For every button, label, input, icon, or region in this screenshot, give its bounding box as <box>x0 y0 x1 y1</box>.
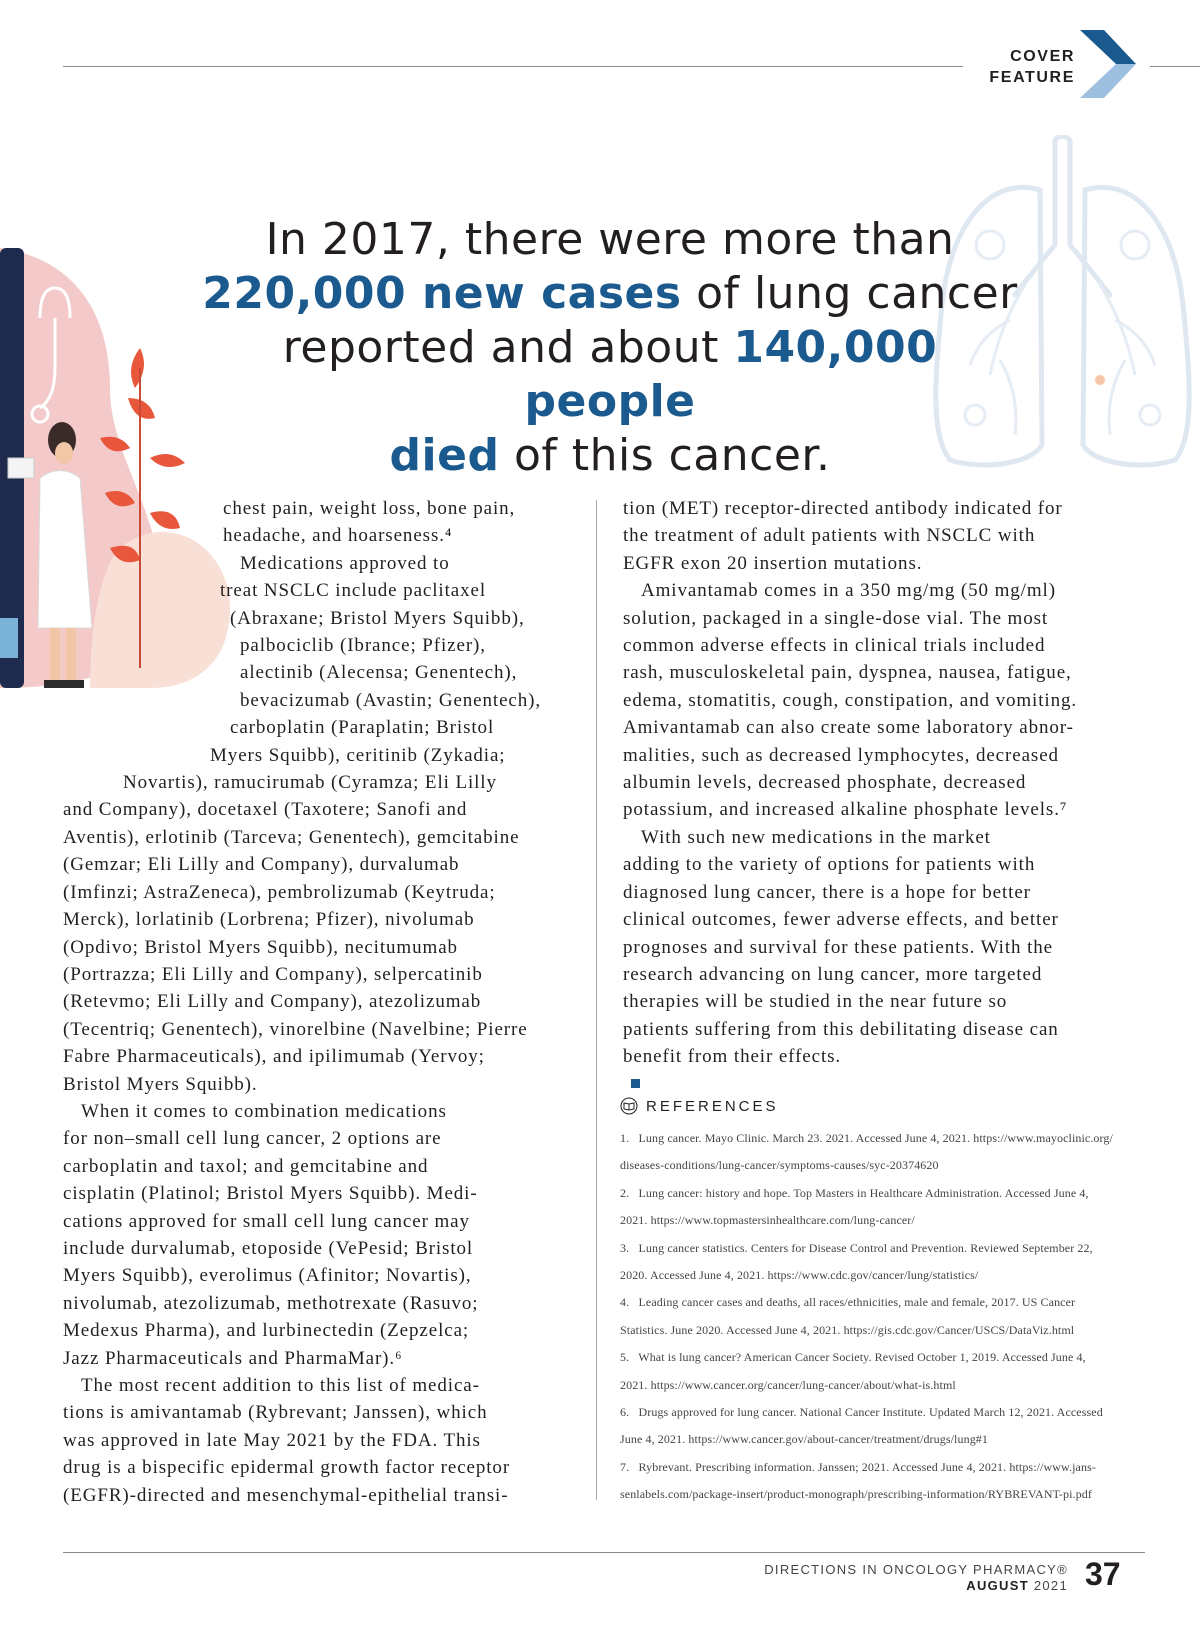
section-label <box>975 46 1075 88</box>
text-line: was approved in late May 2021 by the FDA. This <box>63 1429 481 1451</box>
footer-publication <box>700 1562 1068 1594</box>
text-line: common adverse effects in clinical trials included <box>623 635 1046 657</box>
text-line: palbociclib (Ibrance; Pfizer), <box>240 635 486 657</box>
body-column-right <box>623 495 1143 1098</box>
text-line: solution, packaged in a single-dose vial. The most <box>623 607 1049 629</box>
text-line: Bristol Myers Squibb). <box>63 1073 258 1095</box>
header-rule-left <box>63 66 963 67</box>
publication-name: DIRECTIONS IN ONCOLOGY PHARMACY® <box>764 1562 1068 1577</box>
references-heading <box>620 1097 779 1115</box>
reference-line: diseases-conditions/lung-cancer/symptoms-causes/syc-20374620 <box>620 1158 939 1173</box>
text-line: patients suffering from this debilitating disease can <box>623 1018 1059 1040</box>
text-line: tion (MET) receptor-directed antibody indicated for <box>623 498 1063 519</box>
text-line: Medexus Pharma), and lurbinectedin (Zepzelca; <box>63 1320 470 1342</box>
text-line: (Portrazza; Eli Lilly and Company), selpercatinib <box>63 963 483 985</box>
reference-line: 6. Drugs approved for lung cancer. National Cancer Institute. Updated March 12, 2021. Accessed <box>620 1405 1103 1420</box>
text-line: cisplatin (Platinol; Bristol Myers Squibb). Medi- <box>63 1183 478 1205</box>
end-of-article-icon <box>631 1079 640 1088</box>
text-line: Amivantamab comes in a 350 mg/mg (50 mg/ml) <box>641 580 1056 602</box>
reference-line: senlabels.com/package-insert/product-monograph/prescribing-information/RYBREVANT-pi.pdf <box>620 1487 1092 1502</box>
text-line: benefit from their effects. <box>623 1046 842 1068</box>
text-line: EGFR exon 20 insertion mutations. <box>623 552 923 574</box>
pull-quote-line1: In 2017, there were more than <box>265 214 955 265</box>
text-line: Merck), lorlatinib (Lorbrena; Pfizer), nivolumab <box>63 909 475 931</box>
text-line: (Imfinzi; AstraZeneca), pembrolizumab (Keytruda; <box>63 881 496 903</box>
section-label-line2: FEATURE <box>989 69 1075 86</box>
reference-line: 7. Rybrevant. Prescribing information. Janssen; 2021. Accessed June 4, 2021. https://www.jans- <box>620 1459 1096 1474</box>
text-line: rash, musculoskeletal pain, dyspnea, nausea, fatigue, <box>623 662 1072 684</box>
text-line: prognoses and survival for these patients. With the <box>623 936 1053 958</box>
text-line: Fabre Pharmaceuticals), and ipilimumab (Yervoy; <box>63 1046 485 1068</box>
text-line: diagnosed lung cancer, there is a hope for better <box>623 881 1031 903</box>
text-line: headache, and hoarseness.⁴ <box>223 525 453 547</box>
text-line: (EGFR)-directed and mesenchymal-epithelial transi- <box>63 1484 509 1506</box>
book-icon <box>620 1097 638 1115</box>
reference-item <box>620 1235 1140 1290</box>
text-line: carboplatin (Paraplatin; Bristol <box>230 717 495 739</box>
text-line: potassium, and increased alkaline phosphate levels.⁷ <box>623 799 1068 821</box>
text-line: malities, such as decreased lymphocytes, decreased <box>623 744 1059 766</box>
text-line: Jazz Pharmaceuticals and PharmaMar).⁶ <box>63 1347 403 1369</box>
references-heading-text: REFERENCES <box>646 1098 779 1115</box>
text-line: (Gemzar; Eli Lilly and Company), durvalumab <box>63 854 460 876</box>
text-line: Novartis), ramucirumab (Cyramza; Eli Lilly <box>123 772 497 794</box>
reference-item <box>620 1180 1140 1235</box>
text-line: include durvalumab, etoposide (VePesid; Bristol <box>63 1237 474 1259</box>
text-line: (Opdivo; Bristol Myers Squibb), necitumumab <box>63 936 458 958</box>
publication-date: AUGUST 2021 <box>966 1578 1068 1593</box>
reference-line: 4. Leading cancer cases and deaths, all races/ethnicities, male and female, 2017. US Cancer <box>620 1295 1076 1310</box>
reference-item <box>620 1344 1140 1399</box>
text-line: (Retevmo; Eli Lilly and Company), atezolizumab <box>63 991 482 1013</box>
reference-item <box>620 1125 1140 1180</box>
reference-line: June 4, 2021. https://www.cancer.gov/about-cancer/treatment/drugs/lung#1 <box>620 1432 988 1447</box>
text-line: cations approved for small cell lung cancer may <box>63 1210 470 1232</box>
reference-line: 2. Lung cancer: history and hope. Top Masters in Healthcare Administration. Accessed June 4, <box>620 1185 1089 1200</box>
text-line: tions is amivantamab (Rybrevant; Janssen), which <box>63 1402 488 1424</box>
text-line: for non–small cell lung cancer, 2 options are <box>63 1128 442 1150</box>
text-line: When it comes to combination medications <box>81 1100 447 1122</box>
text-line: therapies will be studied in the near future so <box>623 991 1008 1013</box>
text-line: treat NSCLC include paclitaxel <box>220 580 487 602</box>
reference-line: 1. Lung cancer. Mayo Clinic. March 23. 2021. Accessed June 4, 2021. https://www.mayoclinic.org/ <box>620 1131 1113 1145</box>
text-line: Medications approved to <box>240 552 450 574</box>
text-line: carboplatin and taxol; and gemcitabine and <box>63 1155 429 1177</box>
text-line: the treatment of adult patients with NSCLC with <box>623 525 1036 547</box>
text-line: (Abraxane; Bristol Myers Squibb), <box>230 607 525 629</box>
text-line: edema, stomatitis, cough, constipation, and vomiting. <box>623 689 1078 711</box>
section-label-line1: COVER <box>1010 48 1075 65</box>
text-line: drug is a bispecific epidermal growth factor receptor <box>63 1457 511 1479</box>
text-line: Aventis), erlotinib (Tarceva; Genentech), gemcitabine <box>63 826 520 848</box>
reference-line: 2021. https://www.cancer.org/cancer/lung-cancer/about/what-is.html <box>620 1377 956 1392</box>
pull-quote-line2: 220,000 new cases of lung cancer <box>202 268 1018 319</box>
reference-line: 3. Lung cancer statistics. Centers for Disease Control and Prevention. Reviewed September 22, <box>620 1240 1093 1255</box>
header-rule-right <box>1150 66 1200 67</box>
pull-quote <box>200 213 1020 483</box>
pull-quote-line4: died of this cancer. <box>389 430 831 481</box>
column-divider <box>596 500 597 1500</box>
text-line: albumin levels, decreased phosphate, decreased <box>623 772 1027 794</box>
text-line: bevacizumab (Avastin; Genentech), <box>240 689 542 711</box>
chevron-icon <box>1080 30 1142 100</box>
text-line: nivolumab, atezolizumab, methotrexate (Rasuvo; <box>63 1292 479 1314</box>
text-line: adding to the variety of options for patients with <box>623 854 1036 876</box>
reference-line: Statistics. June 2020. Accessed June 4, 2021. https://gis.cdc.gov/Cancer/USCS/DataViz.html <box>620 1322 1075 1337</box>
text-line: research advancing on lung cancer, more targeted <box>623 963 1043 985</box>
text-line: With such new medications in the market <box>641 826 991 848</box>
footer-rule <box>63 1552 1145 1553</box>
text-line: Myers Squibb), ceritinib (Zykadia; <box>210 744 506 766</box>
text-line: chest pain, weight loss, bone pain, <box>223 498 516 519</box>
page-number: 37 <box>1085 1556 1121 1592</box>
text-line: alectinib (Alecensa; Genentech), <box>240 662 518 684</box>
text-line: Amivantamab can also create some laboratory abnor- <box>623 717 1074 739</box>
text-line: The most recent addition to this list of medica- <box>81 1375 480 1396</box>
text-line: (Tecentriq; Genentech), vinorelbine (Navelbine; Pierre <box>63 1018 528 1040</box>
text-line: and Company), docetaxel (Taxotere; Sanofi and <box>63 799 468 821</box>
reference-item <box>620 1399 1140 1454</box>
reference-line: 2020. Accessed June 4, 2021. https://www.cdc.gov/cancer/lung/statistics/ <box>620 1268 979 1283</box>
references-list <box>620 1125 1140 1509</box>
reference-line: 2021. https://www.topmastersinhealthcare.com/lung-cancer/ <box>620 1213 915 1228</box>
text-line: Myers Squibb), everolimus (Afinitor; Novartis), <box>63 1265 472 1287</box>
reference-item <box>620 1454 1140 1509</box>
body-column-left <box>63 495 583 1509</box>
text-line: clinical outcomes, fewer adverse effects, and better <box>623 909 1059 931</box>
reference-line: 5. What is lung cancer? American Cancer Society. Revised October 1, 2019. Accessed June 4, <box>620 1350 1086 1365</box>
reference-item <box>620 1289 1140 1344</box>
pull-quote-line3: reported and about 140,000 people <box>282 322 938 427</box>
